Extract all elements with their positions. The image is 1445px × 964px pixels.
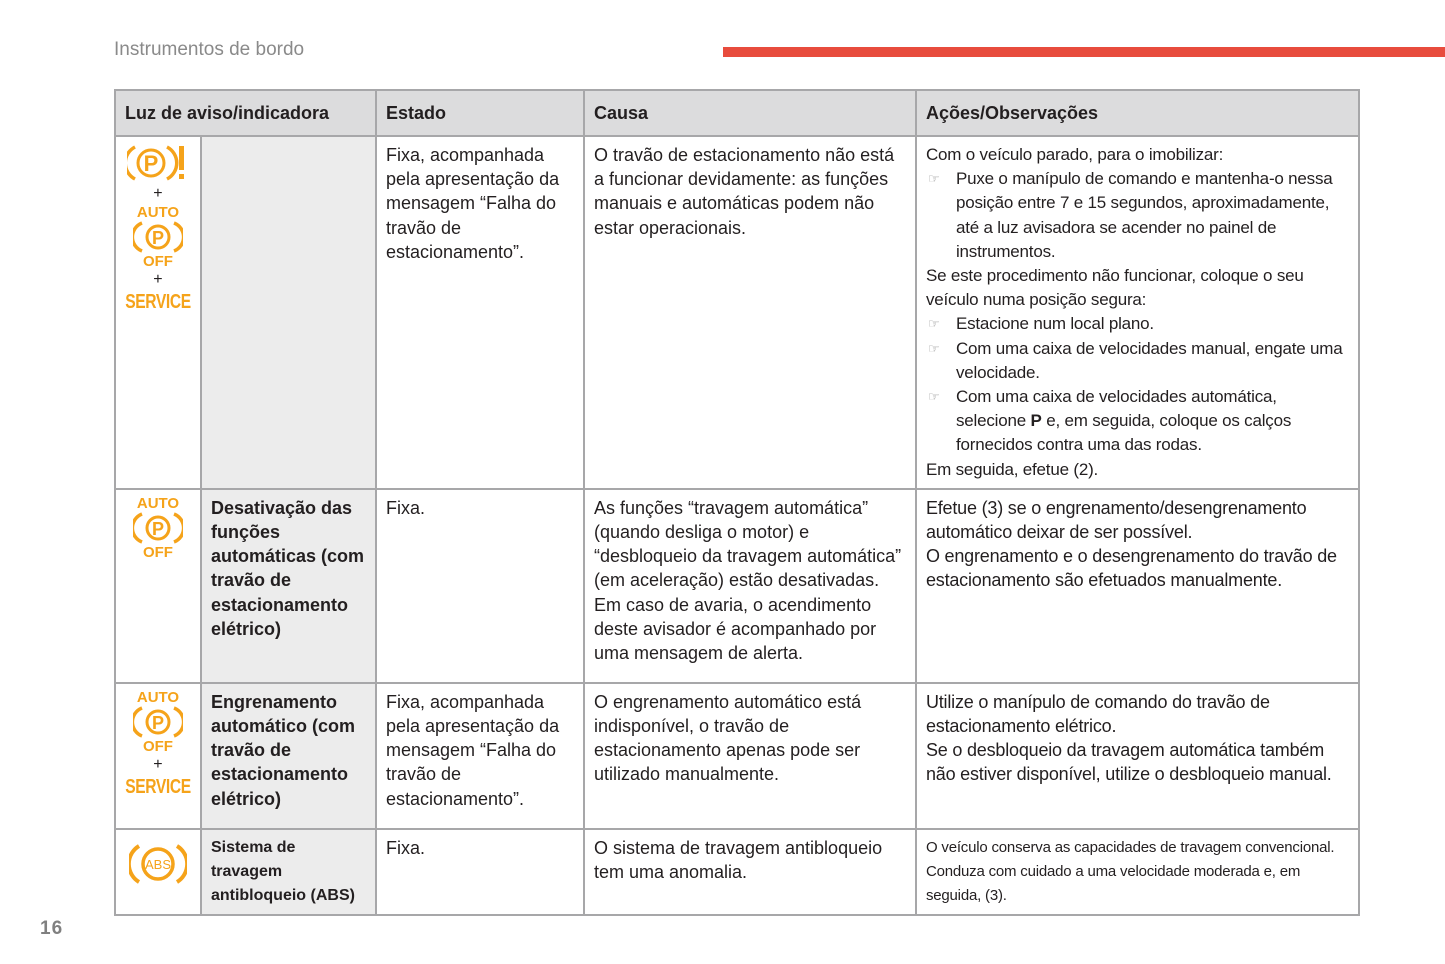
pointing-hand-icon: ☞ [927, 316, 940, 332]
actions-line: Se o desbloqueio da travagem automática também não estiver disponível, utilize o desbloqueio manual. [925, 740, 1332, 785]
actions-cell [916, 489, 1359, 683]
actions-intro: Com o veículo parado, para o imobilizar: [925, 145, 1224, 164]
column-header-light: Luz de aviso/indicadora [115, 90, 376, 136]
cause-text: O sistema de travagem antibloqueio tem uma anomalia. [584, 829, 916, 916]
table-row [115, 683, 1359, 829]
service-icon: SERVICE [125, 775, 191, 798]
service-icon: SERVICE [125, 291, 191, 313]
auto-label-icon: AUTO [136, 494, 180, 512]
bullet-item [926, 385, 1349, 458]
icon-cell [115, 829, 201, 916]
icon-cell [115, 136, 201, 489]
icon-cell [115, 683, 201, 829]
auto-label-icon: AUTO [136, 204, 180, 221]
state-text: Fixa, acompanhada pela apresentação da mensagem “Falha do travão de estacionamento”. [376, 136, 584, 489]
actions-cell [916, 136, 1359, 489]
actions-line: Utilize o manípulo de comando do travão de estacionamento elétrico. [925, 691, 1270, 737]
page-number: 16 [40, 918, 64, 939]
bullet-text: Com uma caixa de velocidades manual, engate uma velocidade. [955, 338, 1343, 382]
auto-park-icon [133, 705, 183, 739]
bullet-item [926, 167, 1349, 264]
light-name: Engrenamento automático (com travão de estacionamento elétrico) [201, 683, 376, 829]
gear-p-label: P [1030, 411, 1042, 431]
plus-sign: + [153, 755, 163, 773]
svg-text:P: P [143, 151, 159, 176]
actions-cell [916, 829, 1359, 916]
warning-lights-table [114, 89, 1360, 916]
plus-sign: + [153, 271, 163, 288]
actions-line: Efetue (3) se o engrenamento/desengrenamento automático deixar de ser possível. [925, 497, 1307, 543]
bullet-text-post: e, em seguida, coloque os calços fornecidos contra uma das rodas. [955, 411, 1292, 455]
actions-line: O engrenamento e o desengrenamento do travão de estacionamento são efetuados manualmente. [925, 546, 1337, 591]
table-row [115, 489, 1359, 683]
bullet-item [926, 337, 1349, 385]
pointing-hand-icon: ☞ [927, 171, 940, 187]
bullet-text: Puxe o manípulo de comando e mantenha-o nessa posição entre 7 e 15 segundos, aproximadamente, até a luz avisadora se acender no painel de instrumentos. [955, 169, 1333, 261]
table-header-row [115, 90, 1359, 136]
state-text: Fixa, acompanhada pela apresentação da mensagem “Falha do travão de estacionamento”. [376, 683, 584, 829]
actions-outro: Em seguida, efetue (2). [925, 459, 1099, 479]
pointing-hand-icon: ☞ [927, 389, 940, 405]
off-label-icon: OFF [142, 543, 173, 561]
abs-icon [129, 840, 187, 888]
svg-text:P: P [151, 518, 164, 539]
off-label-icon: OFF [142, 737, 173, 755]
light-name [201, 136, 376, 489]
light-name: Sistema de travagem antibloqueio (ABS) [201, 829, 376, 916]
table-row [115, 829, 1359, 916]
parking-brake-fault-icon [127, 143, 189, 183]
icon-cell [115, 489, 201, 683]
column-header-cause: Causa [584, 90, 916, 136]
auto-label-icon: AUTO [136, 688, 180, 706]
table-row [115, 136, 1359, 489]
header-accent-bar [723, 47, 1445, 57]
auto-park-icon [133, 511, 183, 545]
cause-text: O engrenamento automático está indisponível, o travão de estacionamento apenas pode ser utilizado manualmente. [584, 683, 916, 829]
actions-cell [916, 683, 1359, 829]
cause-text: O travão de estacionamento não está a funcionar devidamente: as funções manuais e automáticas podem não estar operacionais. [584, 136, 916, 489]
cause-text: As funções “travagem automática” (quando desliga o motor) e “desbloqueio da travagem automática” (em aceleração) estão desativadas. Em caso de avaria, o acendimento deste avisador é acompanhado por uma mensagem de alerta. [584, 489, 916, 683]
light-name: Desativação das funções automáticas (com travão de estacionamento elétrico) [201, 489, 376, 683]
svg-text:ABS: ABS [144, 856, 171, 872]
svg-text:P: P [151, 712, 164, 733]
off-label-icon: OFF [142, 253, 173, 270]
pointing-hand-icon: ☞ [927, 340, 940, 356]
section-title: Instrumentos de bordo [114, 39, 305, 60]
state-text: Fixa. [376, 489, 584, 683]
svg-text:P: P [151, 228, 164, 248]
bullet-text: Estacione num local plano. [955, 314, 1154, 334]
actions-middle: Se este procedimento não funcionar, coloque o seu veículo numa posição segura: [925, 266, 1304, 310]
actions-line: Conduza com cuidado a uma velocidade moderada e, em seguida, (3). [925, 863, 1301, 905]
column-header-actions: Ações/Observações [916, 90, 1359, 136]
auto-park-icon [133, 220, 183, 254]
plus-sign: + [153, 185, 163, 202]
bullet-item [926, 312, 1349, 336]
column-header-state: Estado [376, 90, 584, 136]
bullet-text [956, 385, 1349, 458]
bullet-text-pre: Com uma caixa de velocidades automática, selecione [955, 387, 1277, 431]
state-text: Fixa. [376, 829, 584, 916]
actions-line: O veículo conserva as capacidades de travagem convencional. [925, 838, 1335, 856]
